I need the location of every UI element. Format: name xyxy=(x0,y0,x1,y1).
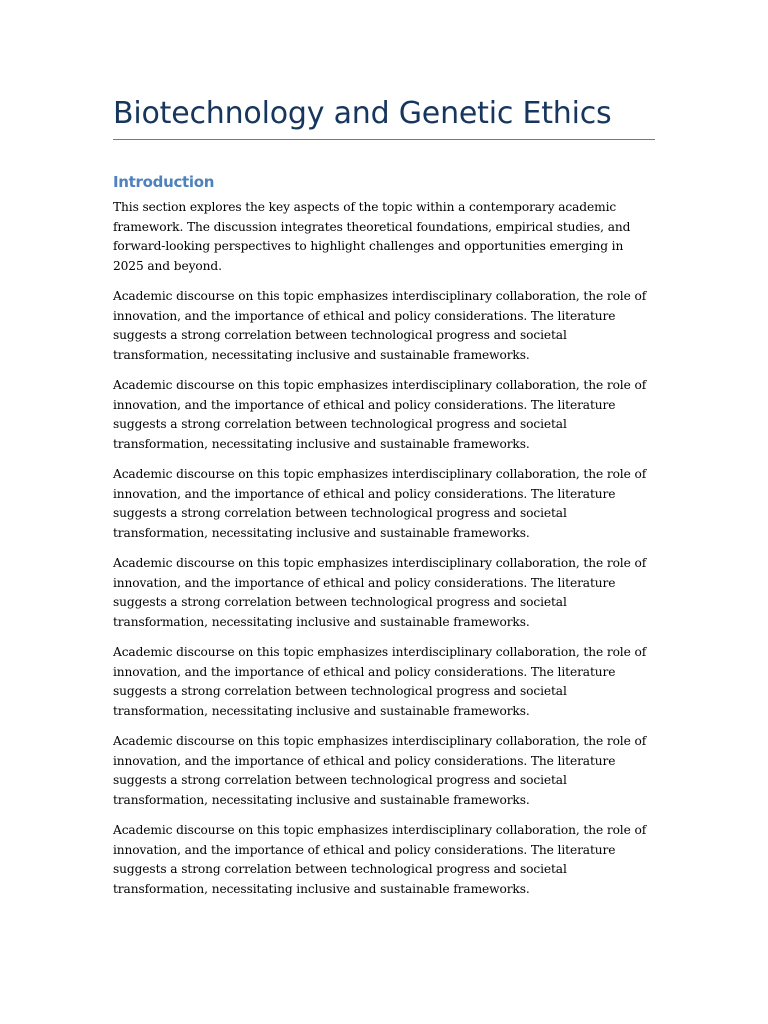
paragraph: Academic discourse on this topic emphasizes interdisciplinary collaboration, the role of innovation, and the importance of ethical and policy considerations. The literature suggests a strong correlation between technological progress and societal transformation, necessitating inclusive and sustainable frameworks. xyxy=(113,289,647,362)
paragraph: This section explores the key aspects of the topic within a contemporary academic framework. The discussion integrates theoretical foundations, empirical studies, and forward-looking perspectives to highlight challenges and opportunities emerging in 2025 and beyond. xyxy=(113,200,631,273)
paragraph: Academic discourse on this topic emphasizes interdisciplinary collaboration, the role of innovation, and the importance of ethical and policy considerations. The literature suggests a strong correlation between technological progress and societal transformation, necessitating inclusive and sustainable frameworks. xyxy=(113,556,647,629)
paragraph: Academic discourse on this topic emphasizes interdisciplinary collaboration, the role of innovation, and the importance of ethical and policy considerations. The literature suggests a strong correlation between technological progress and societal transformation, necessitating inclusive and sustainable frameworks. xyxy=(113,467,647,540)
section-heading: Introduction xyxy=(113,173,215,191)
paragraph: Academic discourse on this topic emphasizes interdisciplinary collaboration, the role of innovation, and the importance of ethical and policy considerations. The literature suggests a strong correlation between technological progress and societal transformation, necessitating inclusive and sustainable frameworks. xyxy=(113,734,647,807)
title-underline-rule xyxy=(113,139,655,140)
paragraph: Academic discourse on this topic emphasizes interdisciplinary collaboration, the role of innovation, and the importance of ethical and policy considerations. The literature suggests a strong correlation between technological progress and societal transformation, necessitating inclusive and sustainable frameworks. xyxy=(113,645,647,718)
section-introduction xyxy=(113,172,655,899)
document-body xyxy=(113,93,655,910)
document-title: Biotechnology and Genetic Ethics xyxy=(113,96,612,131)
paragraph: Academic discourse on this topic emphasizes interdisciplinary collaboration, the role of innovation, and the importance of ethical and policy considerations. The literature suggests a strong correlation between technological progress and societal transformation, necessitating inclusive and sustainable frameworks. xyxy=(113,378,647,451)
paragraph: Academic discourse on this topic emphasizes interdisciplinary collaboration, the role of innovation, and the importance of ethical and policy considerations. The literature suggests a strong correlation between technological progress and societal transformation, necessitating inclusive and sustainable frameworks. xyxy=(113,823,647,896)
